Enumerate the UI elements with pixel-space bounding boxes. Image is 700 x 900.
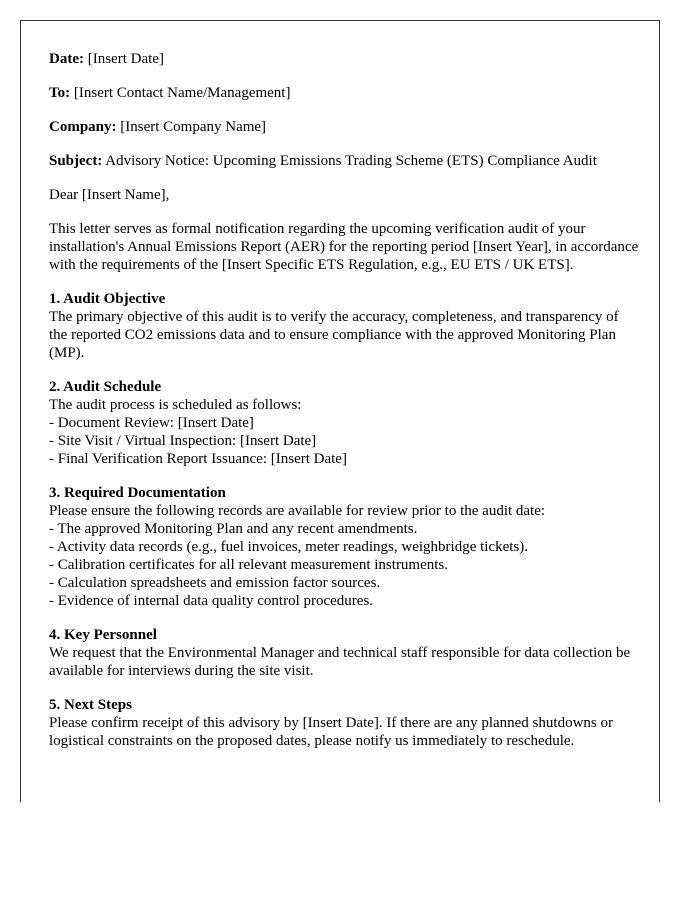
list-item: - Final Verification Report Issuance: [Insert Date] bbox=[49, 451, 347, 467]
section-body: The primary objective of this audit is to verify the accuracy, completeness, and transparency of the reported CO2 emissions data and to ensure compliance with the approved Monitoring Plan (MP). bbox=[49, 309, 619, 361]
list-item: - Document Review: [Insert Date] bbox=[49, 415, 254, 431]
list-item: - The approved Monitoring Plan and any recent amendments. bbox=[49, 521, 418, 537]
to-value: [Insert Contact Name/Management] bbox=[73, 85, 291, 101]
to-label: To: bbox=[49, 85, 71, 101]
section-body: Please confirm receipt of this advisory by [Insert Date]. If there are any planned shutdowns or logistical constraints on the proposed dates, please notify us immediately to reschedule. bbox=[49, 715, 613, 749]
date-label: Date: bbox=[49, 51, 84, 67]
list-item: - Calibration certificates for all relevant measurement instruments. bbox=[49, 557, 449, 573]
subject-label: Subject: bbox=[49, 153, 103, 169]
section-key-personnel bbox=[49, 626, 639, 680]
letter-page bbox=[20, 20, 660, 802]
section-title: 2. Audit Schedule bbox=[49, 379, 162, 395]
letter-content bbox=[49, 50, 639, 766]
company-line bbox=[49, 118, 639, 136]
list-item: - Evidence of internal data quality control procedures. bbox=[49, 593, 374, 609]
list-item: - Calculation spreadsheets and emission factor sources. bbox=[49, 575, 381, 591]
section-next-steps bbox=[49, 696, 639, 750]
list-item: - Activity data records (e.g., fuel invoices, meter readings, weighbridge tickets). bbox=[49, 539, 529, 555]
list-item: - Site Visit / Virtual Inspection: [Insert Date] bbox=[49, 433, 317, 449]
subject-line bbox=[49, 152, 639, 170]
section-title: 3. Required Documentation bbox=[49, 485, 226, 501]
to-line bbox=[49, 84, 639, 102]
salutation: Dear [Insert Name], bbox=[49, 187, 170, 203]
section-body: The audit process is scheduled as follows: bbox=[49, 397, 302, 413]
section-body: Please ensure the following records are available for review prior to the audit date: bbox=[49, 503, 546, 519]
section-title: 4. Key Personnel bbox=[49, 627, 157, 643]
section-title: 1. Audit Objective bbox=[49, 291, 166, 307]
intro-paragraph: This letter serves as formal notification regarding the upcoming verification audit of your installation's Annual Emissions Report (AER) for the reporting period [Insert Year], in accordance with the requirements of the [Insert Specific ETS Regulation, e.g., EU ETS / UK ETS]. bbox=[49, 221, 639, 273]
date-value: [Insert Date] bbox=[87, 51, 164, 67]
section-body: We request that the Environmental Manager and technical staff responsible for data collection be available for interviews during the site visit. bbox=[49, 645, 631, 679]
section-title: 5. Next Steps bbox=[49, 697, 132, 713]
section-audit-objective bbox=[49, 290, 639, 362]
date-line bbox=[49, 50, 639, 68]
company-label: Company: bbox=[49, 119, 117, 135]
section-required-documentation bbox=[49, 484, 639, 610]
company-value: [Insert Company Name] bbox=[120, 119, 267, 135]
subject-value: Advisory Notice: Upcoming Emissions Trading Scheme (ETS) Compliance Audit bbox=[105, 153, 597, 169]
section-audit-schedule bbox=[49, 378, 639, 468]
